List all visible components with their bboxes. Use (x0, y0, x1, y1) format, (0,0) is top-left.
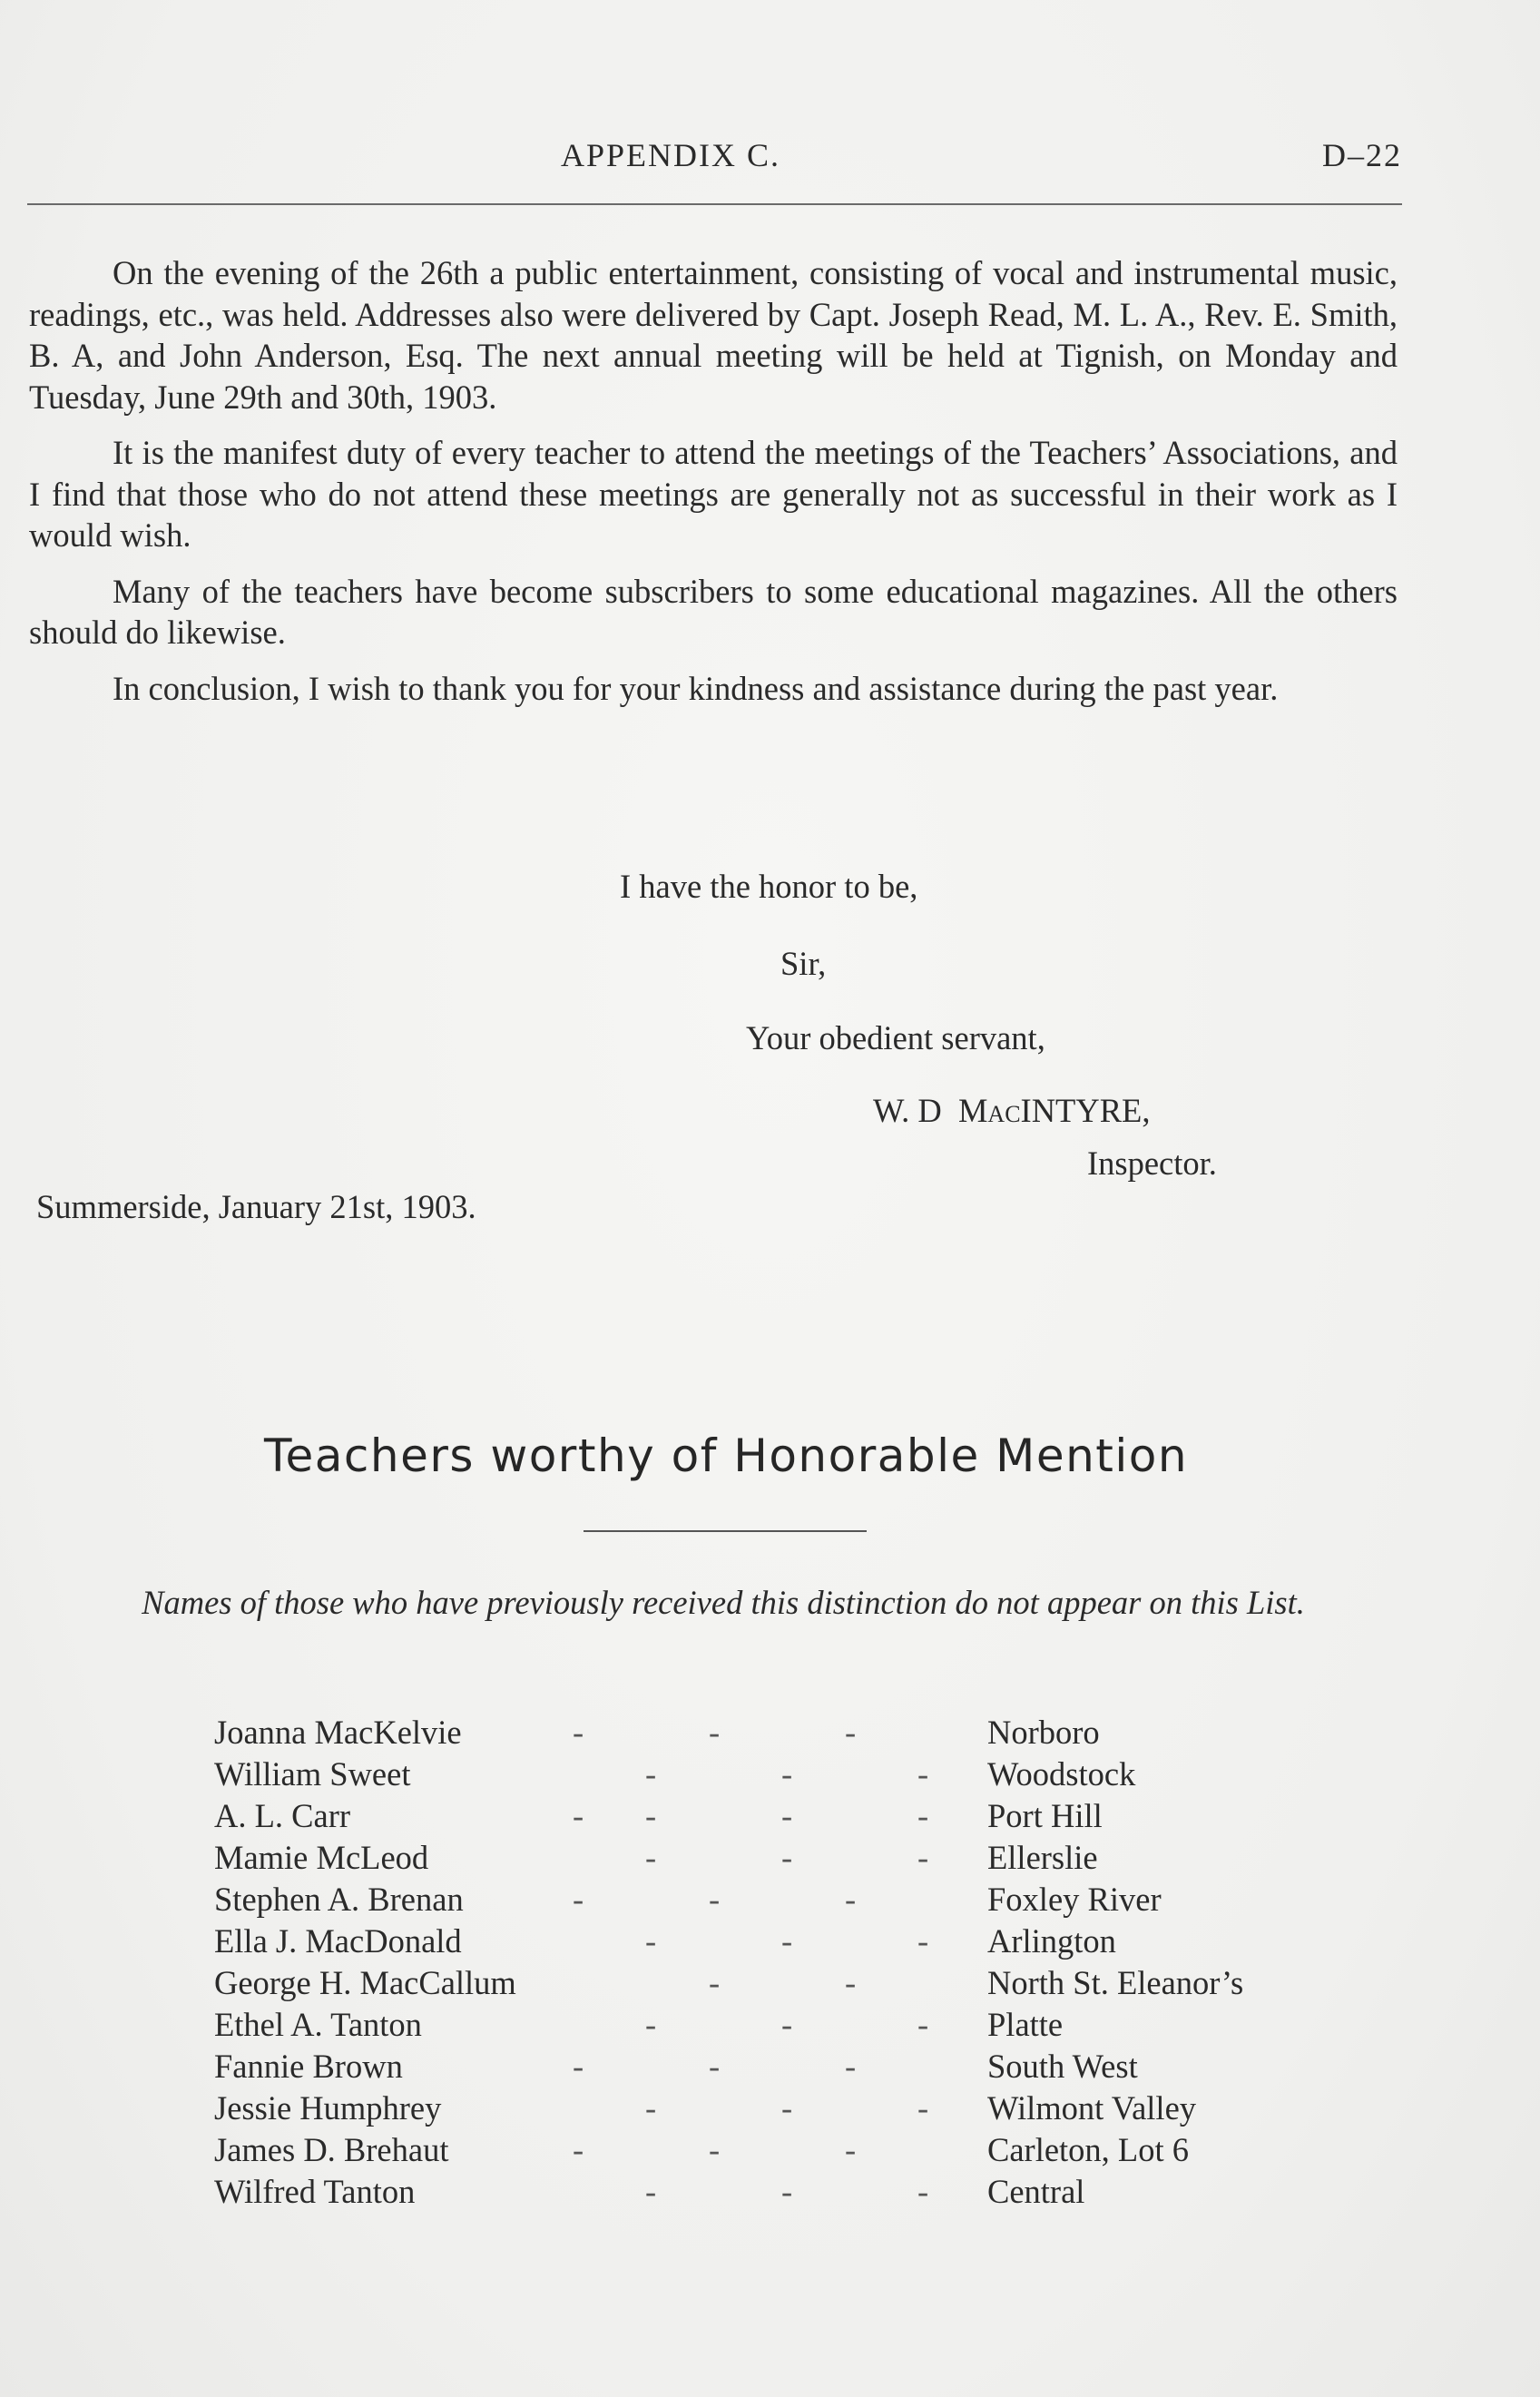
teacher-location: Platte (987, 2006, 1064, 2043)
paragraph-subscribers: Many of the teachers have become subscribers to some educational magazines. All the others should do likewise. (29, 572, 1398, 651)
list-item: George H. MacCallum - - North St. Eleanor’s (214, 1964, 1244, 2001)
paragraph-duty: It is the manifest duty of every teacher to attend the meetings of the Teachers’ Associations, and I find that those who do not attend these meetings are generally not as successful in their work as I would wish. (29, 434, 1398, 554)
list-item: A. L. Carr - - - - Port Hill (214, 1797, 1103, 1834)
section-divider (584, 1530, 867, 1532)
teacher-name: Wilfred Tanton (214, 2173, 416, 2210)
teacher-name: Jessie Humphrey (214, 2089, 442, 2127)
teacher-location: Wilmont Valley (987, 2089, 1197, 2127)
list-item: Fannie Brown - - - South West (214, 2048, 1138, 2085)
teacher-location: Woodstock (987, 1755, 1136, 1793)
appendix-title: APPENDIX C. (561, 137, 781, 173)
teacher-name: A. L. Carr (214, 1797, 351, 1834)
list-item: Mamie McLeod - - - Ellerslie (214, 1839, 1098, 1876)
list-item: Jessie Humphrey - - - Wilmont Valley (214, 2089, 1197, 2127)
teacher-location: Foxley River (987, 1881, 1162, 1918)
teacher-location: Central (987, 2173, 1085, 2210)
list-item: William Sweet - - - Woodstock (214, 1755, 1136, 1793)
list-item: Stephen A. Brenan - - - Foxley River (214, 1881, 1162, 1918)
teacher-name: James D. Brehaut (214, 2131, 449, 2168)
teacher-location: Carleton, Lot 6 (987, 2131, 1189, 2168)
signature-initials: W. D (873, 1092, 942, 1129)
signature (873, 1091, 1150, 1130)
teacher-location: South West (987, 2048, 1138, 2085)
teacher-location: North St. Eleanor’s (987, 1964, 1244, 2001)
list-item: Ethel A. Tanton - - - Platte (214, 2006, 1064, 2043)
signature-name: MacINTYRE, (957, 1092, 1151, 1129)
closing-servant-line: Your obedient servant, (746, 1019, 1045, 1056)
teacher-name: William Sweet (214, 1755, 411, 1793)
honor-section-title: Teachers worthy of Honorable Mention (263, 1429, 1189, 1482)
page-number: D–22 (1322, 137, 1402, 173)
list-item: Joanna MacKelvie - - - Norboro (214, 1714, 1100, 1751)
teacher-name: Ella J. MacDonald (214, 1922, 462, 1960)
teacher-location: Norboro (987, 1714, 1100, 1751)
list-item: James D. Brehaut - - - Carleton, Lot 6 (214, 2131, 1189, 2168)
teacher-name: George H. MacCallum (214, 1964, 516, 2001)
list-item: Ella J. MacDonald - - - Arlington (214, 1922, 1116, 1960)
teacher-location: Port Hill (987, 1797, 1103, 1834)
list-item: Wilfred Tanton - - - Central (214, 2173, 1085, 2210)
page-header (27, 136, 1402, 182)
header-divider (27, 203, 1402, 205)
teacher-name: Ethel A. Tanton (214, 2006, 422, 2043)
report-body (29, 252, 1398, 723)
closing-salutation: Sir, (780, 945, 827, 982)
teacher-location: Arlington (987, 1922, 1116, 1960)
teacher-name: Joanna MacKelvie (214, 1714, 462, 1751)
paragraph-entertainment: On the evening of the 26th a public entertainment, consisting of vocal and instrumental music, readings, etc., was held. Addresses also were delivered by Capt. Joseph Read, M. L. A., Rev. E. Smith, B. A, and John Anderson, Esq. The next annual meeting will be held at Tignish, on Monday and Tuesday, June 29th and 30th, 1903. (29, 254, 1398, 416)
teacher-location: Ellerslie (987, 1839, 1098, 1876)
signer-title: Inspector. (1087, 1144, 1217, 1182)
teacher-name: Stephen A. Brenan (214, 1881, 464, 1918)
place-date: Summerside, January 21st, 1903. (36, 1188, 476, 1225)
honor-section-note: Names of those who have previously received this distinction do not appear on this List. (142, 1584, 1305, 1621)
paragraph-conclusion: In conclusion, I wish to thank you for your kindness and assistance during the past year. (113, 669, 1279, 707)
closing-honor-line: I have the honor to be, (620, 868, 918, 905)
teacher-name: Fannie Brown (214, 2048, 403, 2085)
honor-list (214, 1713, 1394, 2214)
teacher-name: Mamie McLeod (214, 1839, 429, 1876)
